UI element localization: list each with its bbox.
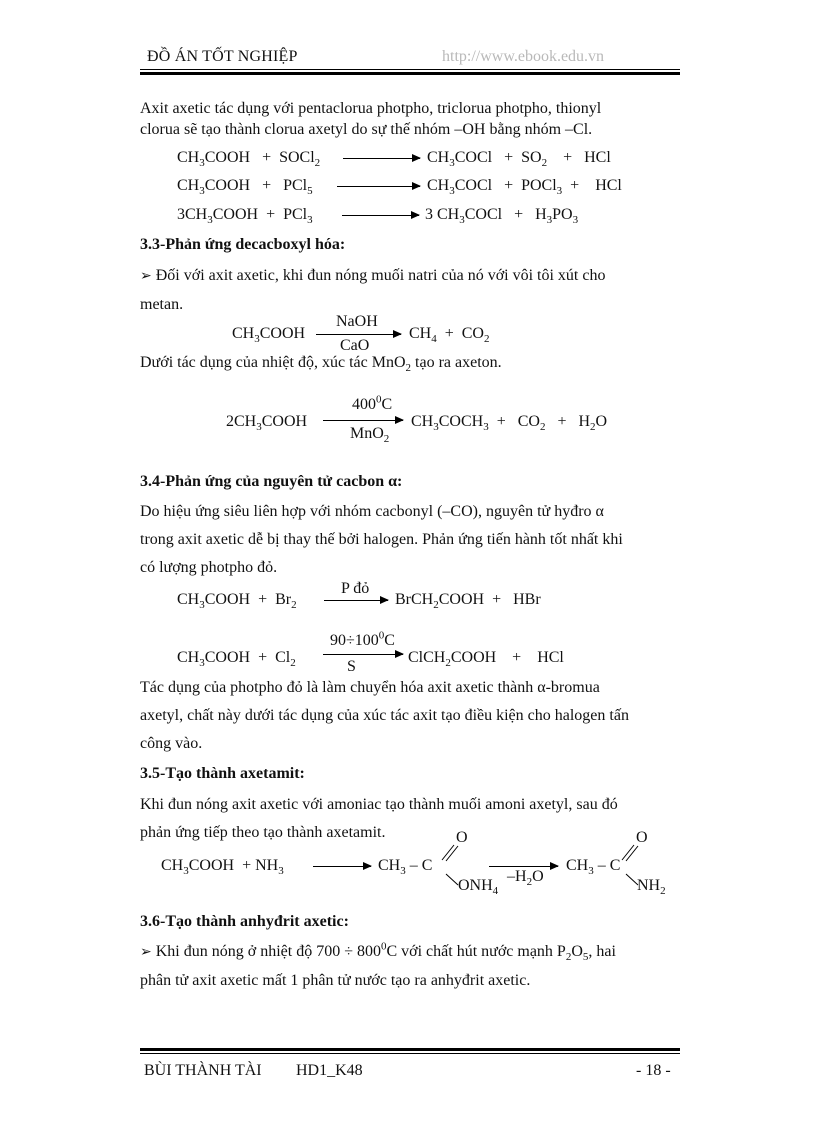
intro-line: Axit axetic tác dụng với pentaclorua photpho, triclorua photpho, thionyl [140, 100, 602, 117]
eq-pcl3-arrow [342, 215, 419, 216]
sec33-eq2-reactant: $2CH_3COOH$ [226, 413, 308, 434]
sec36-bullet-line: phân tử axit axetic mất 1 phân tử nước tạo ra anhyđrit axetic. [140, 972, 531, 989]
sec36-bullet-line: ➢ Khi đun nóng ở nhiệt độ $700 \div 800^0C$ với chất hút nước mạnh $P_2O_5$, hai [140, 940, 616, 964]
intro-line: clorua sẽ tạo thành clorua axetyl do sự thế nhóm –OH bằng nhóm –Cl. [140, 121, 593, 138]
footer-page-number: - 18 - [636, 1062, 671, 1079]
sec35-eq-arrow-label: $-H_2O$ [507, 868, 544, 889]
sec35-double-bond-2 [620, 842, 640, 862]
sec35-line: phản ứng tiếp theo tạo thành axetamit. [140, 824, 386, 841]
sec33-note: Dưới tác dụng của nhiệt độ, xúc tác MnO$_2$ tạo ra axeton. [140, 354, 502, 375]
sec35-eq-intermediate-onh4: $ONH_4$ [458, 877, 499, 898]
sec33-eq2-product: $CH_3COCH_3 + CO_2 + H_2O$ [411, 413, 608, 434]
sec33-eq2-arrow [323, 420, 403, 421]
sec34-eq1-product: BrCH$_2$COOH + HBr [395, 591, 541, 612]
sec35-eq-product-o: O [636, 829, 648, 846]
header-rule-thick [140, 72, 680, 75]
footer-class: HD1_K48 [296, 1062, 363, 1079]
footer-author: BÙI THÀNH TÀI [144, 1062, 262, 1079]
sec34-after-paragraph [140, 674, 712, 758]
eq-socl2-product: $CH_3COCl + SO_2$ + HCl [427, 149, 611, 170]
sec33-eq1-arrow [316, 334, 401, 335]
sec33-eq2-below: MnO$_2$ [350, 425, 390, 446]
intro-paragraph [140, 98, 712, 140]
sec35-line: Khi đun nóng axit axetic với amoniac tạo thành muối amoni axetyl, sau đó [140, 796, 618, 813]
eq-pcl5-product: $CH_3COCl$ + POCl$_3$ + HCl [427, 177, 622, 198]
sec34-after-line: công vào. [140, 735, 203, 752]
sec34-eq2-arrow [323, 654, 403, 655]
sec33-eq1-product: $CH_4 + CO_2$ [409, 325, 490, 346]
header-rule-thin [140, 69, 680, 70]
eq-socl2-reactant: $CH_3COOH$ + SOCl$_2$ [177, 149, 321, 170]
sec34-eq1-arrow [324, 600, 388, 601]
eq-pcl5-arrow [337, 186, 420, 187]
sec35-eq-intermediate-o: O [456, 829, 468, 846]
sec33-eq2-above: $400^0C$ [352, 393, 393, 413]
sec34-after-line: Tác dụng của photpho đỏ là làm chuyển hóa axit axetic thành α-bromua [140, 679, 600, 696]
sec34-eq2-below: S [347, 658, 356, 675]
sec35-eq-product: $CH_3$ – C [566, 857, 621, 878]
sec34-after-line: axetyl, chất này dưới tác dụng của xúc tác axit tạo điều kiện cho halogen tấn [140, 707, 629, 724]
header-title: ĐỒ ÁN TỐT NGHIỆP [147, 48, 298, 65]
sec33-bullet-line: metan. [140, 296, 184, 313]
sec33-eq1-reactant: $CH_3COOH$ [232, 325, 306, 346]
section-3-3-heading: 3.3-Phản ứng decacboxyl hóa: [140, 236, 346, 253]
section-3-6-heading: 3.6-Tạo thành anhyđrit axetic: [140, 913, 349, 930]
bullet-arrow-icon: ➢ [140, 945, 152, 960]
bullet-arrow-icon: ➢ [140, 269, 152, 284]
eq-socl2-arrow [343, 158, 420, 159]
sec34-line: có lượng photpho đỏ. [140, 559, 278, 576]
sec35-paragraph [140, 791, 712, 847]
section-3-5-heading: 3.5-Tạo thành axetamit: [140, 765, 305, 782]
eq-pcl3-product: 3 $CH_3COCl + H_3PO_3$ [425, 206, 579, 227]
sec34-line: Do hiệu ứng siêu liên hợp với nhóm cacbonyl (–CO), nguyên tử hyđro α [140, 503, 604, 520]
sec35-eq-arrow1 [313, 866, 371, 867]
sec35-eq-intermediate: $CH_3$ – C [378, 857, 433, 878]
footer-rule-thick [140, 1048, 680, 1051]
sec33-eq1-above: NaOH [336, 313, 378, 330]
eq-pcl3-reactant: $3CH_3COOH + PCl_3$ [177, 206, 313, 227]
sec34-paragraph [140, 498, 712, 582]
section-3-4-heading: 3.4-Phản ứng của nguyên tử cacbon α: [140, 473, 403, 490]
sec35-double-bond-1 [440, 842, 460, 862]
sec34-eq2-product: ClCH$_2$COOH + HCl [408, 649, 564, 670]
sec33-eq1-below: CaO [340, 337, 370, 354]
sec35-eq-product-nh2: $NH_2$ [637, 877, 666, 898]
sec34-eq2-reactant: $CH_3COOH + Cl_2$ [177, 649, 296, 670]
sec33-bullet-paragraph [140, 262, 712, 319]
sec34-eq2-above: $90\div 100^0C$ [330, 629, 395, 649]
sec34-line: trong axit axetic dễ bị thay thế bởi halogen. Phản ứng tiến hành tốt nhất khi [140, 531, 623, 548]
sec35-eq-arrow2 [489, 866, 558, 867]
sec35-eq-reactant: $CH_3COOH + NH_3$ [161, 857, 284, 878]
eq-pcl5-reactant: $CH_3COOH + PCl_5$ [177, 177, 313, 198]
sec33-bullet-line: ➢ Đối với axit axetic, khi đun nóng muối natri của nó với vôi tôi xút cho [140, 267, 606, 284]
header-url: http://www.ebook.edu.vn [442, 48, 605, 65]
sec34-eq1-reactant: $CH_3COOH + Br_2$ [177, 591, 297, 612]
sec34-eq1-above: P đỏ [341, 580, 370, 597]
footer-rule-thin [140, 1053, 680, 1054]
sec36-paragraph [140, 938, 712, 995]
